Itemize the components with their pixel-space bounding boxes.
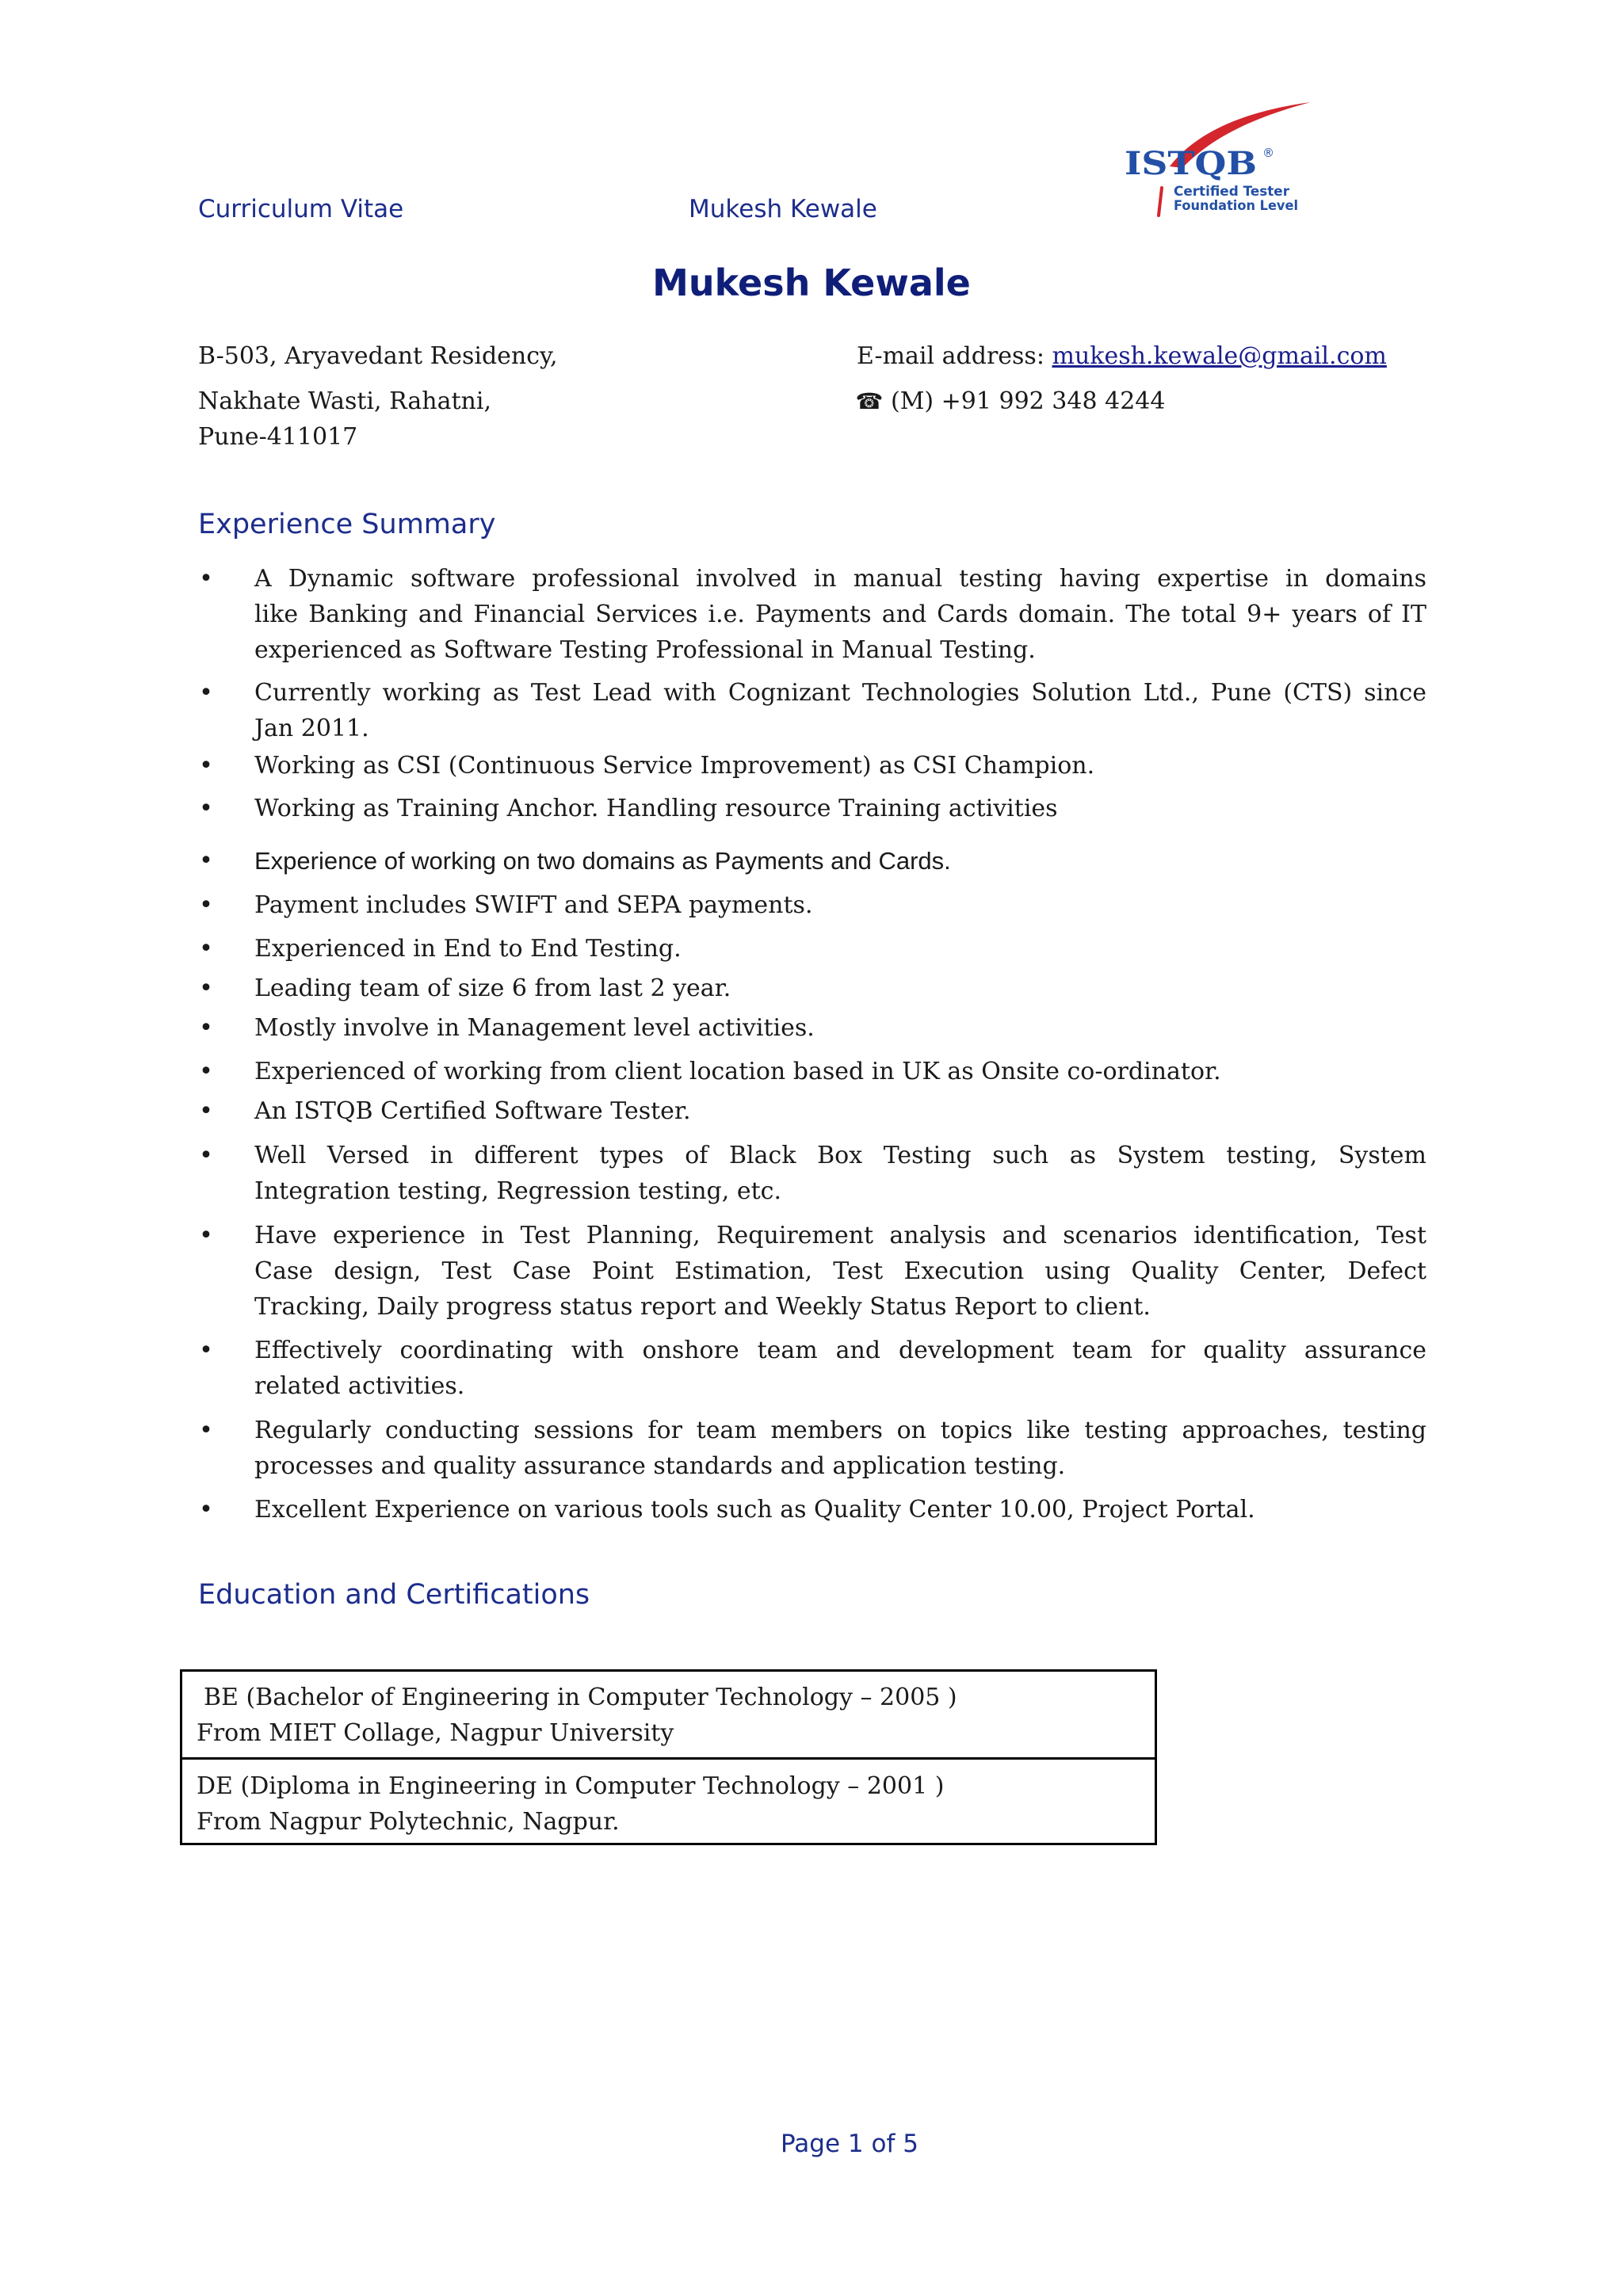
text-line: related activities. xyxy=(254,1372,465,1400)
page-title: Mukesh Kewale xyxy=(652,261,971,304)
experience-item-text xyxy=(254,1138,1426,1209)
text-line: Mostly involve in Management level activities. xyxy=(254,1014,815,1042)
experience-item-text xyxy=(254,791,1426,826)
phone-number: (M) +91 992 348 4244 xyxy=(891,387,1166,415)
bullet-marker: • xyxy=(199,752,213,780)
text-line: like Banking and Financial Services i.e. Payments and Cards domain. The total 9+ years of IT xyxy=(254,601,1426,628)
experience-item-text xyxy=(254,1333,1426,1404)
logo-line2: Foundation Level xyxy=(1174,198,1298,214)
text-line: Experienced in End to End Testing. xyxy=(254,935,682,963)
education-row xyxy=(182,1672,1155,1757)
education-institution: From MIET Collage, Nagpur University xyxy=(197,1719,674,1747)
section-heading-experience: Experience Summary xyxy=(198,509,496,540)
address-line-2: Nakhate Wasti, Rahatni, xyxy=(198,387,491,415)
text-line: Integration testing, Regression testing, etc. xyxy=(254,1177,781,1205)
bullet-marker: • xyxy=(199,1496,213,1524)
email-link[interactable]: mukesh.kewale@gmail.com xyxy=(1052,342,1387,370)
text-line: Excellent Experience on various tools such as Quality Center 10.00, Project Portal. xyxy=(254,1496,1255,1524)
text-line: Case design, Test Case Point Estimation, Test Execution using Quality Center, Defect xyxy=(254,1257,1426,1285)
bullet-marker: • xyxy=(199,891,213,919)
text-line: Leading team of size 6 from last 2 year. xyxy=(254,974,731,1002)
text-line: Well Versed in different types of Black Box Testing such as System testing, System xyxy=(254,1142,1426,1169)
telephone-icon: ☎ xyxy=(855,388,884,414)
address-line-1: B-503, Aryavedant Residency, xyxy=(198,342,558,370)
education-institution: From Nagpur Polytechnic, Nagpur. xyxy=(197,1808,620,1836)
header-doc-type: Curriculum Vitae xyxy=(198,195,404,223)
email-label: E-mail address: xyxy=(857,342,1044,370)
experience-item-text xyxy=(254,1093,1426,1129)
bullet-marker: • xyxy=(199,1058,213,1085)
education-row xyxy=(182,1757,1155,1843)
education-table xyxy=(180,1669,1157,1845)
bullet-marker: • xyxy=(199,1417,213,1444)
text-line: Working as Training Anchor. Handling resource Training activities xyxy=(254,795,1058,822)
experience-item-text xyxy=(254,1218,1426,1325)
logo-registered-mark: ® xyxy=(1262,146,1274,160)
text-line: An ISTQB Certified Software Tester. xyxy=(254,1097,691,1125)
experience-item-text xyxy=(254,843,1426,879)
text-line: Experience of working on two domains as Payments and Cards. xyxy=(254,847,951,875)
bullet-marker: • xyxy=(199,679,213,707)
logo-line1: Certified Tester xyxy=(1174,184,1290,200)
text-line: processes and quality assurance standards and application testing. xyxy=(254,1452,1066,1480)
experience-item-text xyxy=(254,1010,1426,1046)
education-degree: DE (Diploma in Engineering in Computer Technology – 2001 ) xyxy=(197,1772,945,1800)
bullet-marker: • xyxy=(199,1337,213,1364)
experience-item-text xyxy=(254,748,1426,784)
text-line: Currently working as Test Lead with Cognizant Technologies Solution Ltd., Pune (CTS) since xyxy=(254,679,1426,707)
bullet-marker: • xyxy=(199,1222,213,1249)
text-line: Payment includes SWIFT and SEPA payments. xyxy=(254,891,813,919)
text-line: experienced as Software Testing Professional in Manual Testing. xyxy=(254,636,1036,664)
experience-item-text xyxy=(254,931,1426,967)
bullet-marker: • xyxy=(199,565,213,593)
header-name: Mukesh Kewale xyxy=(689,195,877,223)
experience-item-text xyxy=(254,1054,1426,1089)
experience-item-text xyxy=(254,1492,1426,1527)
section-heading-education: Education and Certifications xyxy=(198,1579,590,1611)
bullet-marker: • xyxy=(199,795,213,822)
text-line: Working as CSI (Continuous Service Improvement) as CSI Champion. xyxy=(254,752,1095,780)
bullet-marker: • xyxy=(199,974,213,1002)
text-line: A Dynamic software professional involved in manual testing having expertise in domains xyxy=(254,565,1426,593)
address-line-3: Pune-411017 xyxy=(198,423,358,451)
text-line: Effectively coordinating with onshore team and development team for quality assurance xyxy=(254,1337,1426,1364)
bullet-marker: • xyxy=(199,1097,213,1125)
experience-item-text xyxy=(254,1413,1426,1484)
text-line: Tracking, Daily progress status report and Weekly Status Report to client. xyxy=(254,1293,1151,1321)
text-line: Experienced of working from client location based in UK as Onsite co-ordinator. xyxy=(254,1058,1221,1085)
bullet-marker: • xyxy=(199,1142,213,1169)
logo-wordmark: ISTQB xyxy=(1125,145,1257,182)
page-number: Page 1 of 5 xyxy=(781,2130,918,2158)
text-line: Have experience in Test Planning, Requirement analysis and scenarios identification, Test xyxy=(254,1222,1426,1249)
logo-tick xyxy=(1159,188,1162,215)
text-line: Regularly conducting sessions for team members on topics like testing approaches, testing xyxy=(254,1417,1426,1444)
text-line: Jan 2011. xyxy=(254,715,369,742)
experience-item-text xyxy=(254,675,1426,746)
phone-row xyxy=(854,383,1165,419)
experience-item-text xyxy=(254,887,1426,923)
bullet-marker: • xyxy=(199,847,213,875)
istqb-logo xyxy=(1109,93,1323,228)
email-row xyxy=(857,338,1387,374)
bullet-marker: • xyxy=(199,1014,213,1042)
experience-item-text xyxy=(254,561,1426,668)
bullet-marker: • xyxy=(199,935,213,963)
education-degree: BE (Bachelor of Engineering in Computer Technology – 2005 ) xyxy=(204,1684,957,1711)
experience-item-text xyxy=(254,971,1426,1006)
